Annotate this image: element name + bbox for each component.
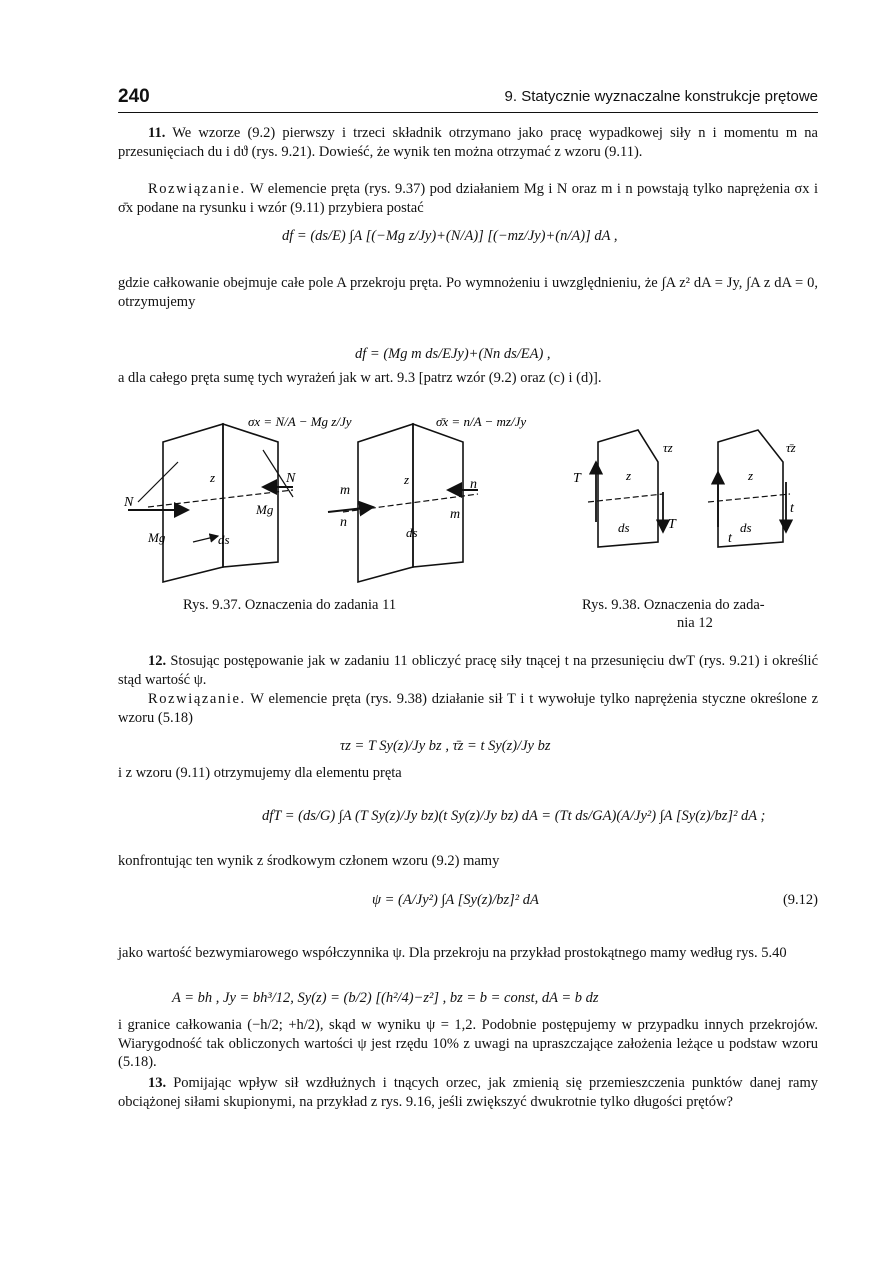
label-z: z bbox=[626, 468, 632, 483]
equation-rectangle: A = bh , Jy = bh³/12, Sy(z) = (b/2) [(h²/4)−z²] , bz = b = const, dA = b dz bbox=[172, 990, 599, 1006]
page-number: 240 bbox=[118, 86, 150, 107]
problem-13-number: 13. bbox=[148, 1075, 167, 1091]
element-left-face bbox=[358, 424, 413, 582]
problem-12-solution bbox=[118, 690, 818, 727]
fig-9-37-left-element bbox=[123, 414, 352, 582]
solution-text: W elemencie pręta (rys. 9.38) działanie sił T i t wywołuje tylko naprężenia styczne określone z wzoru (5.18) bbox=[118, 691, 818, 726]
label-z: z bbox=[748, 468, 754, 483]
formula-sigma: σx = N/A − Mg z/Jy bbox=[248, 414, 352, 429]
stress-diagram-left bbox=[138, 462, 178, 502]
figure-9-38-caption-line2: nia 12 bbox=[677, 615, 713, 631]
label-z: z bbox=[210, 470, 216, 485]
fig-9-38-left-element bbox=[573, 430, 677, 547]
problem-11-solution bbox=[118, 180, 818, 217]
equation-psi: ψ = (A/Jy²) ∫A [Sy(z)/bz]² dA bbox=[372, 892, 539, 908]
label-tau: τz bbox=[663, 440, 673, 455]
axis-line bbox=[588, 494, 663, 502]
equation-number: (9.12) bbox=[782, 892, 818, 908]
label-n-right: n bbox=[470, 477, 477, 492]
problem-12-statement bbox=[118, 652, 818, 689]
problem-12-text-4: i z wzoru (9.11) otrzymujemy dla elementu pręta bbox=[118, 765, 402, 781]
figure-9-38-caption-line1: Rys. 9.38. Oznaczenia do zada- bbox=[582, 597, 765, 613]
problem-11-text: We wzorze (9.2) pierwszy i trzeci składnik otrzymano jako pracę wypadkowej siły n i momentu m na przesunięciach du i dϑ (rys. 9.21). Dowieść, że wynik ten można otrzymać z wzoru (9.11). bbox=[118, 125, 818, 160]
running-header bbox=[118, 86, 818, 113]
problem-12-text-6: jako wartość bezwymiarowego współczynnika ψ. Dla przekroju na przykład prostokątnego mamy według rys. 5.40 bbox=[118, 945, 787, 961]
label-N-right: N bbox=[286, 471, 296, 486]
label-T-right: T bbox=[668, 517, 676, 532]
problem-11-text-3: a dla całego pręta sumę tych wyrażeń jak w art. 9.3 [patrz wzór (9.2) oraz (c) i (d)]. bbox=[118, 370, 602, 386]
problem-13-text: Pomijając wpływ sił wzdłużnych i tnących orzec, jak zmienią się przemieszczenia punktów danej ramy obciążonej siłami skupionymi, na przykład z rys. 9.16, jeśli zwiększyć dwukrotnie tylko długości prętów? bbox=[118, 1075, 818, 1110]
equation-dfT: dfT = (ds/G) ∫A (T Sy(z)/Jy bz)(t Sy(z)/Jy bz) dA = (Tt ds/GA)(A/Jy²) ∫A [Sy(z)/bz]² dA ; bbox=[262, 808, 766, 824]
label-n-left: n bbox=[340, 515, 347, 530]
label-t-right: t bbox=[790, 501, 794, 516]
problem-12-text-7: i granice całkowania (−h/2; +h/2), skąd w wyniku ψ = 1,2. Podobnie postępujemy w przypadku innych przekrojów. Wiarygodność tak obliczonych wartości ψ jest rzędu 10% z uwagi na upraszczające założenia leżące u podstaw wzoru (5.18). bbox=[118, 1017, 818, 1070]
problem-11-text-2: gdzie całkowanie obejmuje całe pole A przekroju pręta. Po wymnożeniu i uwzględnieniu, że ∫A z² dA = Jy, ∫A z dA = 0, otrzymujemy bbox=[118, 275, 818, 310]
label-N-left: N bbox=[124, 495, 134, 510]
element-right-face bbox=[413, 424, 463, 567]
label-ds: ds bbox=[406, 525, 418, 540]
equation-tau: τz = T Sy(z)/Jy bz , τ̄z = t Sy(z)/Jy bz bbox=[340, 738, 551, 754]
label-ds: ds bbox=[618, 520, 630, 535]
label-ds: ds bbox=[740, 520, 752, 535]
fig-9-37-right-element bbox=[328, 414, 526, 582]
solution-label: Rozwiązanie. bbox=[148, 181, 246, 197]
problem-13-statement bbox=[118, 1074, 818, 1111]
equation-df: df = (ds/E) ∫A [(−Mg z/Jy)+(N/A)] [(−mz/Jy)+(n/A)] dA , bbox=[282, 228, 618, 244]
equation-df-result: df = (Mg m ds/EJy)+(Nn ds/EA) , bbox=[355, 346, 551, 362]
label-z: z bbox=[404, 472, 410, 487]
problem-12-text: Stosując postępowanie jak w zadaniu 11 obliczyć pracę siły tnącej t na przesunięciu dwT (rys. 9.21) i określić stąd wartość ψ. bbox=[118, 653, 818, 688]
solution-label: Rozwiązanie. bbox=[148, 691, 246, 707]
label-t-left: t bbox=[728, 531, 732, 546]
fig-9-38-right-element bbox=[708, 430, 796, 547]
figures-9-37-9-38 bbox=[118, 402, 818, 592]
label-tau-bar: τ̄z bbox=[786, 440, 796, 455]
label-Mg-left: Mg bbox=[148, 530, 166, 545]
problem-11-number: 11. bbox=[148, 125, 166, 141]
formula-sigma-bar: σ̄x = n/A − mz/Jy bbox=[436, 414, 527, 429]
label-m-right: m bbox=[450, 507, 461, 522]
solution-text: W elemencie pręta (rys. 9.37) pod działaniem Mg i N oraz m i n powstają tylko naprężenia σx i σ̄x podane na rysunku i wzór (9.11) przybiera postać bbox=[118, 181, 818, 216]
chapter-title: 9. Statycznie wyznaczalne konstrukcje prętowe bbox=[504, 88, 818, 105]
axis-line bbox=[708, 494, 790, 502]
label-m: m bbox=[340, 483, 351, 498]
ds-arrow bbox=[193, 536, 218, 542]
label-Mg-right: Mg bbox=[256, 502, 274, 517]
figure-9-37-caption: Rys. 9.37. Oznaczenia do zadania 11 bbox=[183, 597, 397, 613]
element-left-face bbox=[163, 424, 223, 582]
label-T-left: T bbox=[573, 471, 581, 486]
label-ds: ds bbox=[218, 532, 230, 547]
problem-12-number: 12. bbox=[148, 653, 167, 669]
problem-11-statement bbox=[118, 124, 818, 161]
problem-12-text-5: konfrontując ten wynik z środkowym członem wzoru (9.2) mamy bbox=[118, 853, 500, 869]
